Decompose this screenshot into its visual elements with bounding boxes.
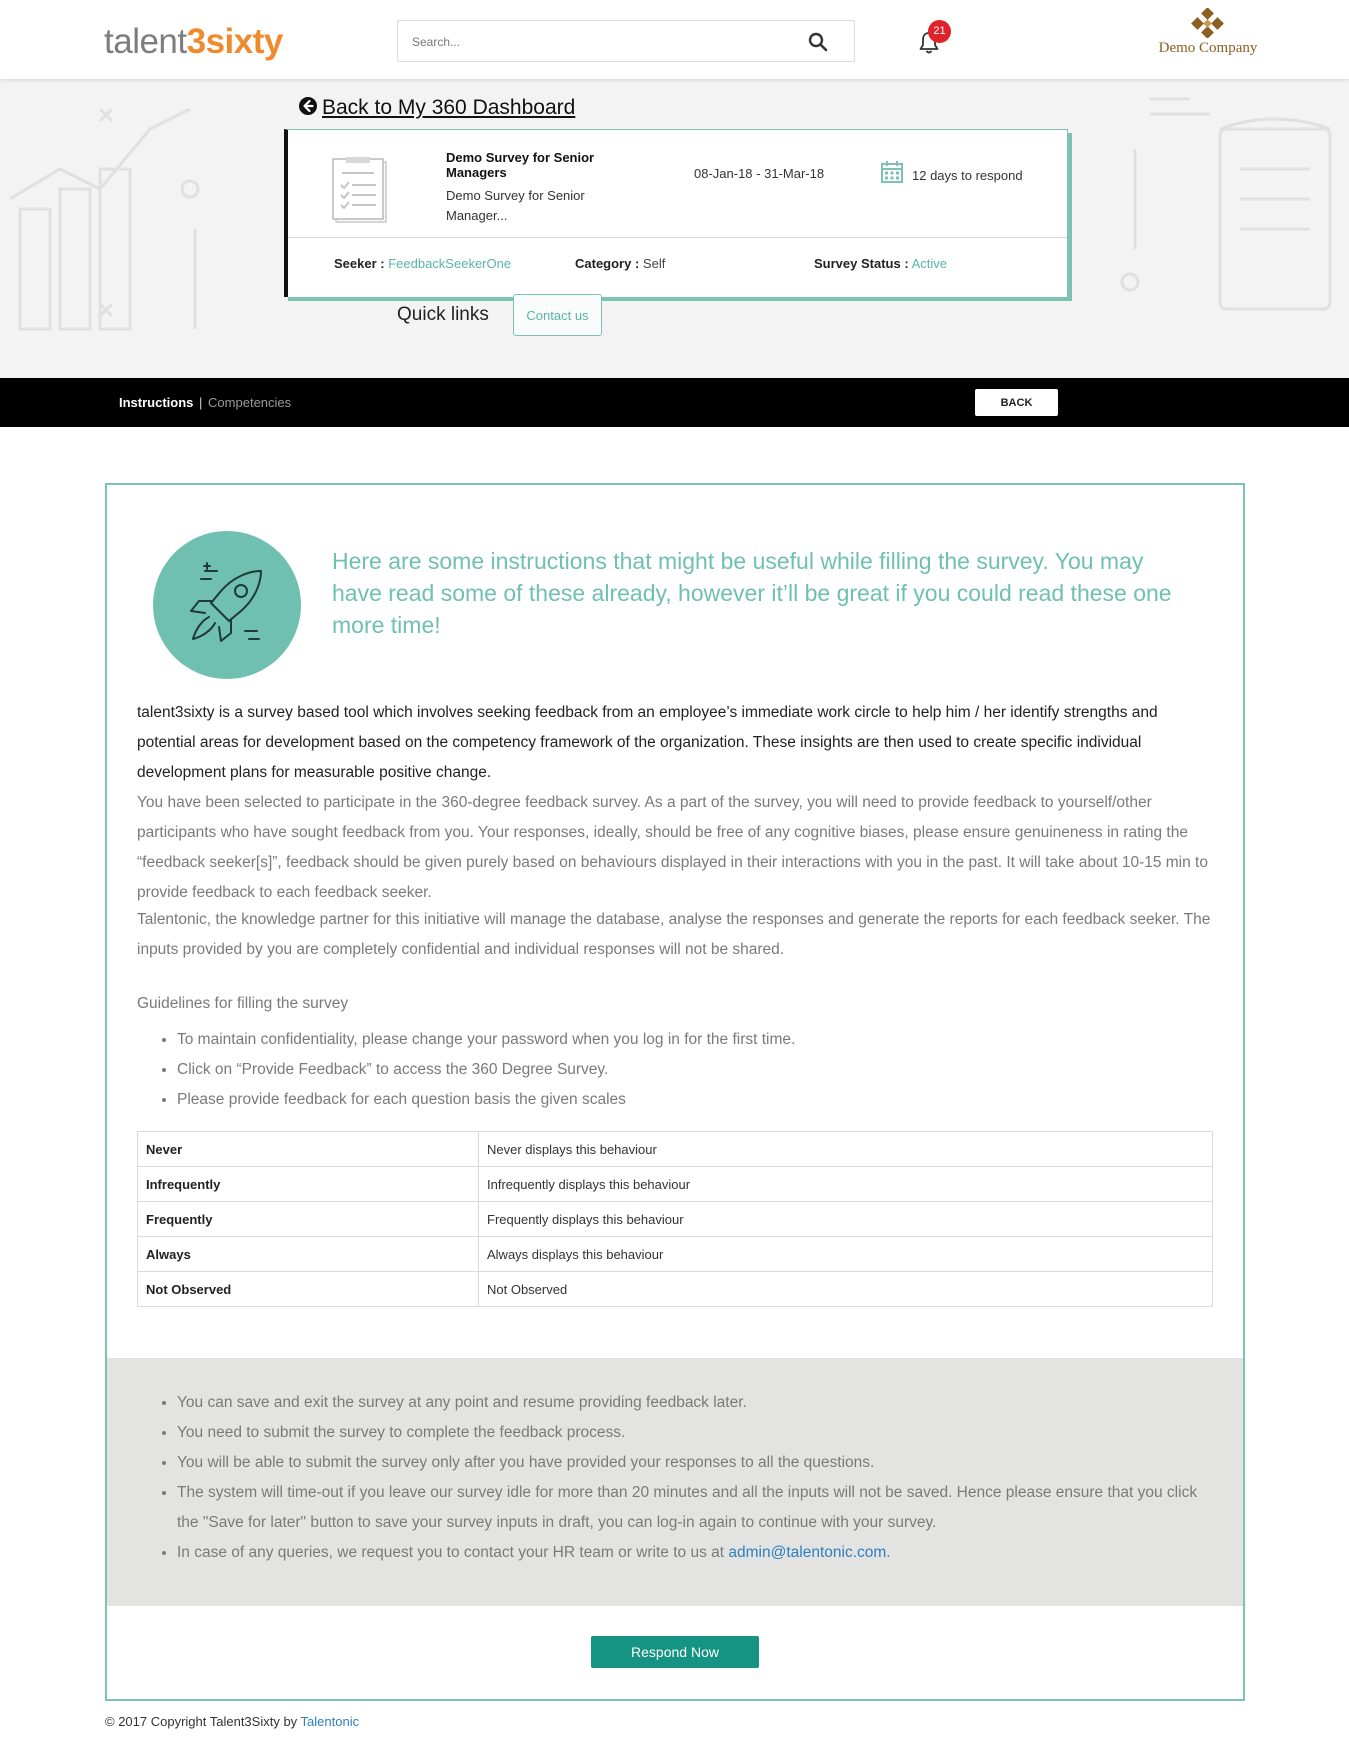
list-item: • To maintain confidentiality, please change your password when you log in for the first time.: [177, 1025, 795, 1055]
back-link-label: Back to My 360 Dashboard: [322, 96, 576, 119]
survey-status-field: [814, 256, 947, 271]
talent3sixty-logo[interactable]: [104, 22, 283, 62]
survey-summary-card: [284, 129, 1068, 297]
scale-description: Always displays this behaviour: [479, 1237, 1213, 1272]
notes-section: [107, 1358, 1243, 1606]
table-row: [138, 1132, 1213, 1167]
list-item: • The system will time-out if you leave our survey idle for more than 20 minutes and all the inputs will not be saved. Hence please ensure that you click the "Save for later" button to save your survey inputs in draft, you can log-in again to continue with your survey.: [177, 1478, 1207, 1538]
search-input[interactable]: [412, 31, 792, 53]
guidelines-title: Guidelines for filling the survey: [137, 995, 349, 1012]
contact-note-text: In case of any queries, we request you to contact your HR team or write to us at: [177, 1544, 729, 1561]
scale-label: Infrequently: [138, 1167, 479, 1202]
quick-links-label: Quick links: [397, 304, 489, 325]
list-item: • You need to submit the survey to complete the feedback process.: [177, 1418, 1207, 1448]
notes-list: [177, 1388, 1207, 1568]
survey-date-range: 08-Jan-18 - 31-Mar-18: [694, 166, 825, 181]
scale-description: Never displays this behaviour: [479, 1132, 1213, 1167]
list-item: • Please provide feedback for each question basis the given scales: [177, 1085, 795, 1115]
scale-description: Not Observed: [479, 1272, 1213, 1307]
seeker-field: [334, 256, 511, 271]
copyright-text: © 2017 Copyright Talent3Sixty by: [105, 1714, 301, 1729]
table-row: [138, 1272, 1213, 1307]
respond-now-button[interactable]: Respond Now: [591, 1636, 759, 1668]
tab-competencies[interactable]: Competencies: [208, 395, 292, 410]
contact-note-end: .: [886, 1544, 891, 1561]
scale-description: Frequently displays this behaviour: [479, 1202, 1213, 1237]
tab-instructions[interactable]: Instructions: [119, 395, 194, 410]
notification-count-badge[interactable]: 21: [928, 20, 951, 43]
search-icon[interactable]: [808, 32, 828, 52]
participation-paragraph: You have been selected to participate in the 360-degree feedback survey. As a part of the survey, you will need to provide feedback to yourself/other participants who have sought feedback from you. Your responses, ideally, should be free of any cognitive biases, please ensure genuineness in rating the “feedback seeker[s]”, feedback should be given purely based on behaviours displayed in their interactions with you in the past. It will take about 10-15 min to provide feedback to each feedback seeker.: [137, 794, 1208, 901]
calendar-icon: [880, 160, 904, 184]
category-value: Self: [642, 256, 666, 271]
instructions-panel: [105, 483, 1245, 1701]
table-row: [138, 1202, 1213, 1237]
section-tabs: [119, 395, 291, 410]
table-row: [138, 1237, 1213, 1272]
scale-label: Always: [138, 1237, 479, 1272]
days-to-respond: 12 days to respond: [912, 168, 1023, 183]
list-item: • You will be able to submit the survey only after you have provided your responses to all the questions.: [177, 1448, 1207, 1478]
table-row: [138, 1167, 1213, 1202]
support-email-link[interactable]: admin@talentonic.com: [728, 1544, 887, 1561]
list-item: • You can save and exit the survey at any point and resume providing feedback later.: [177, 1388, 1207, 1418]
search-box: [397, 20, 855, 62]
card-divider: [288, 237, 1067, 238]
category-field: [575, 256, 665, 271]
category-label: Category :: [575, 256, 640, 271]
company-name: Demo Company: [1158, 40, 1258, 56]
scale-description: Infrequently displays this behaviour: [479, 1167, 1213, 1202]
contact-us-button[interactable]: Contact us: [513, 294, 602, 336]
survey-subtitle: Demo Survey for Senior Manager...: [446, 188, 585, 223]
list-item: [177, 1538, 1207, 1568]
intro-heading: Here are some instructions that might be useful while filling the survey. You may have read some of these already, however it’ll be great if you could read these one more time!: [332, 548, 1172, 638]
rocket-icon: [153, 531, 301, 679]
company-logo[interactable]: [1138, 8, 1278, 57]
section-nav-bar: [0, 378, 1349, 427]
page-footer: [105, 1714, 359, 1729]
arrow-circle-left-icon: [298, 96, 318, 116]
top-header: [0, 0, 1349, 79]
survey-hero: [0, 79, 1349, 378]
guidelines-list: [177, 1025, 795, 1115]
rating-scale-table: [137, 1131, 1213, 1307]
survey-document-icon: [332, 157, 392, 225]
confidentiality-paragraph: Talentonic, the knowledge partner for this initiative will manage the database, analyse the responses and generate the reports for each feedback seeker. The inputs provided by you are completely confidential and individual responses will not be shared.: [137, 911, 1211, 958]
list-item: • Click on “Provide Feedback” to access the 360 Degree Survey.: [177, 1055, 795, 1085]
scale-label: Never: [138, 1132, 479, 1167]
scale-label: Frequently: [138, 1202, 479, 1237]
survey-title: Demo Survey for Senior Managers: [446, 150, 595, 180]
tab-separator: |: [199, 395, 203, 410]
survey-status-value: Active: [911, 256, 947, 271]
seeker-label: Seeker :: [334, 256, 385, 271]
company-diamond-icon: [1190, 8, 1226, 38]
scale-label: Not Observed: [138, 1272, 479, 1307]
survey-status-label: Survey Status :: [814, 256, 909, 271]
about-paragraph: talent3sixty is a survey based tool which involves seeking feedback from an employee’s immediate work circle to help him / her identify strengths and potential areas for development based on the competency framework of the organization. These insights are then used to create specific individual development plans for measurable positive change.: [137, 704, 1158, 781]
talentonic-link[interactable]: Talentonic: [300, 1714, 360, 1729]
back-button[interactable]: BACK: [975, 389, 1058, 416]
seeker-value: FeedbackSeekerOne: [388, 256, 512, 271]
logo-text-part2: 3sixty: [186, 22, 283, 61]
logo-text-part1: talent: [104, 22, 187, 61]
back-to-dashboard-link[interactable]: [298, 96, 575, 120]
